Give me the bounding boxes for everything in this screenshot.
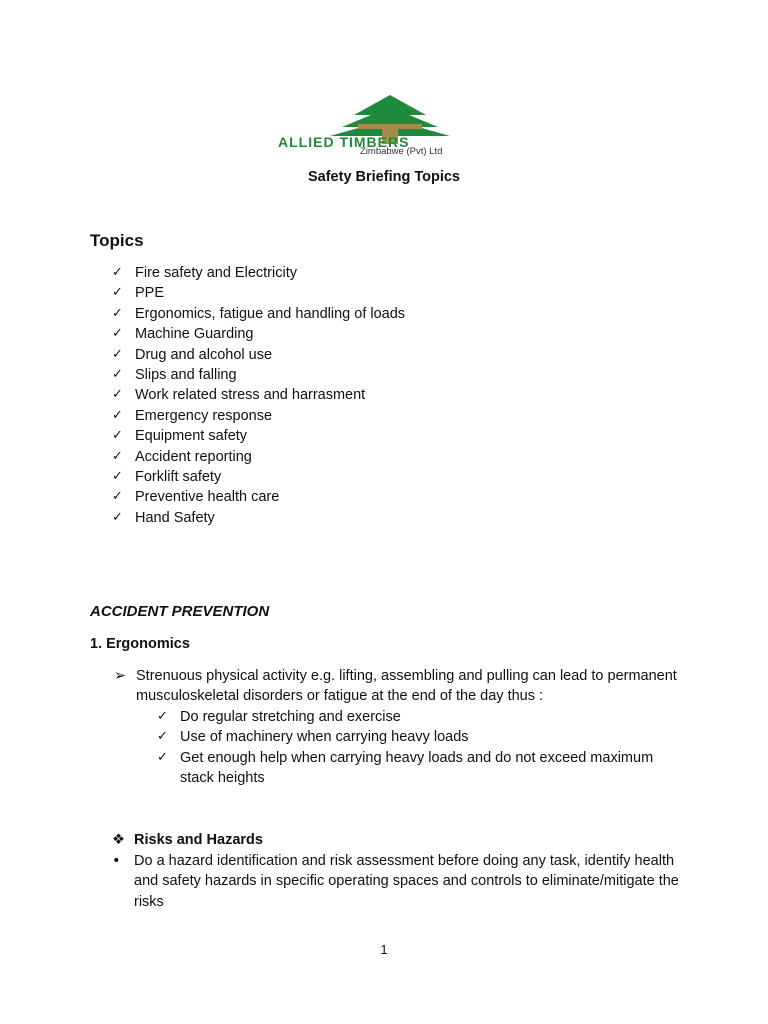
checkmark-icon: ✓ bbox=[157, 729, 168, 745]
checkmark-icon: ✓ bbox=[112, 387, 123, 403]
list-item: ✓ Forklift safety bbox=[112, 467, 672, 487]
list-item: ✓ PPE bbox=[112, 283, 672, 303]
checkmark-icon: ✓ bbox=[112, 366, 123, 382]
checkmark-icon: ✓ bbox=[112, 428, 123, 444]
list-item: ✓ Get enough help when carrying heavy loads and do not exceed maximum stack heights bbox=[157, 748, 667, 789]
ergonomics-intro-text: Strenuous physical activity e.g. lifting, assembling and pulling can lead to permanent musculoskeletal disorders or fatigue at the end of the day thus : bbox=[136, 668, 677, 705]
diamond-bullet-icon: ❖ bbox=[112, 832, 125, 848]
checkmark-icon: ✓ bbox=[112, 305, 123, 321]
ergonomics-intro-item bbox=[114, 666, 684, 707]
list-item: ✓ Drug and alcohol use bbox=[112, 345, 672, 365]
list-item: ✓ Do regular stretching and exercise bbox=[157, 707, 667, 727]
ergonomics-heading: 1. Ergonomics bbox=[90, 636, 190, 652]
list-item: ✓ Accident reporting bbox=[112, 447, 672, 467]
risks-heading-item bbox=[112, 830, 672, 850]
list-item: ✓ Work related stress and harrasment bbox=[112, 385, 672, 405]
accident-prevention-heading: ACCIDENT PREVENTION bbox=[90, 603, 270, 620]
page-number: 1 bbox=[380, 942, 388, 957]
checkmark-icon: ✓ bbox=[112, 489, 123, 505]
list-item: ✓ Emergency response bbox=[112, 406, 672, 426]
ergonomics-points-list bbox=[157, 707, 667, 789]
logo-subtext: Zimbabwe (Pvt) Ltd bbox=[360, 146, 443, 157]
risks-heading: Risks and Hazards bbox=[134, 832, 263, 848]
list-item: ✓ Use of machinery when carrying heavy loads bbox=[157, 727, 667, 747]
checkmark-icon: ✓ bbox=[112, 285, 123, 301]
list-item: ✓ Ergonomics, fatigue and handling of loads bbox=[112, 304, 672, 324]
checkmark-icon: ✓ bbox=[157, 709, 168, 724]
checkmark-icon: ✓ bbox=[112, 265, 123, 280]
checkmark-icon: ✓ bbox=[112, 326, 123, 342]
document-title: Safety Briefing Topics bbox=[307, 169, 460, 185]
checkmark-icon: ✓ bbox=[112, 448, 123, 464]
logo-brand-text: ALLIED TIMBERS bbox=[278, 134, 410, 150]
list-item: ✓ Machine Guarding bbox=[112, 324, 672, 344]
checkmark-icon: ✓ bbox=[112, 346, 123, 362]
list-item: ✓ Hand Safety bbox=[112, 508, 672, 528]
checkmark-icon: ✓ bbox=[157, 749, 168, 765]
list-item: ✓ Slips and falling bbox=[112, 365, 672, 385]
risks-item bbox=[112, 851, 682, 912]
list-item: ✓ Equipment safety bbox=[112, 426, 672, 446]
arrow-bullet-icon: ➢ bbox=[114, 668, 127, 684]
checkmark-icon: ✓ bbox=[112, 407, 123, 423]
topics-heading: Topics bbox=[90, 231, 144, 250]
list-item: ✓ Fire safety and Electricity bbox=[112, 263, 672, 283]
checkmark-icon: ✓ bbox=[112, 509, 123, 525]
list-item: ✓ Preventive health care bbox=[112, 487, 672, 507]
risks-text: Do a hazard identification and risk assessment before doing any task, identify health and safety hazards in specific operating spaces and controls to eliminate/mitigate the risks bbox=[134, 853, 679, 910]
bullet-dot-icon: • bbox=[112, 853, 121, 869]
topics-list bbox=[112, 263, 672, 528]
checkmark-icon: ✓ bbox=[112, 468, 123, 484]
